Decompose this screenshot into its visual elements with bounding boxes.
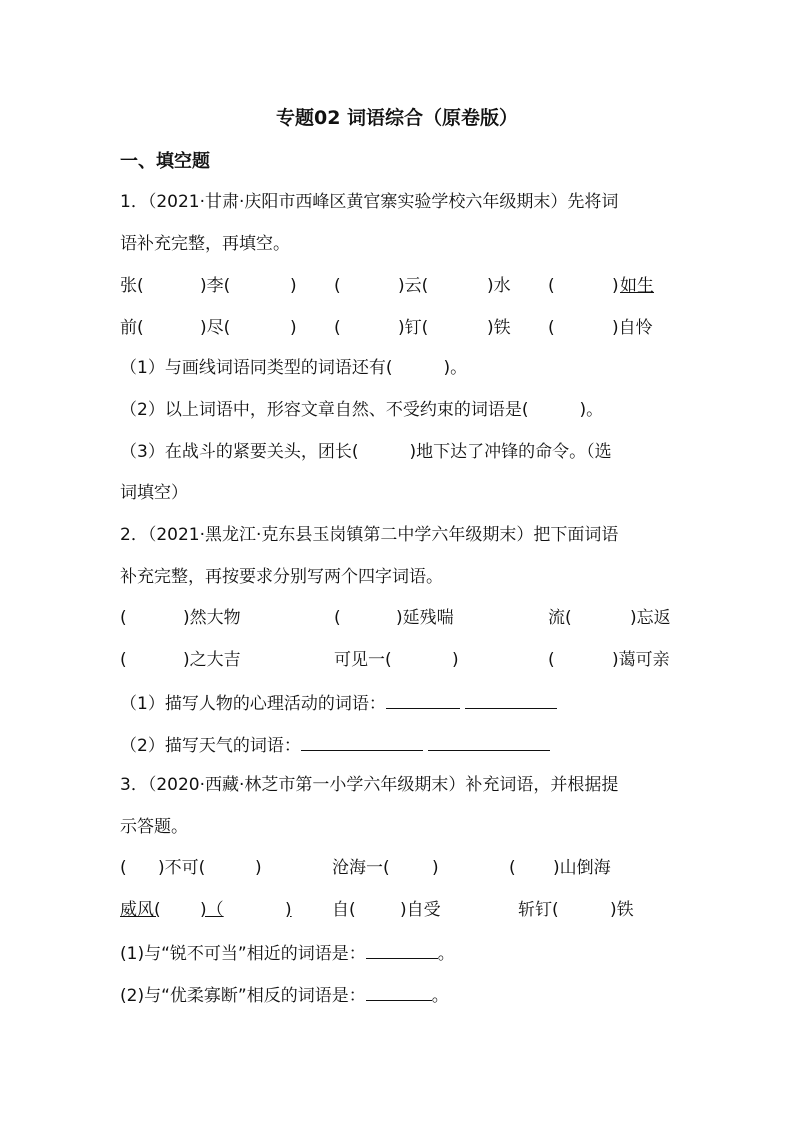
- q3-sub-2: [120, 982, 449, 1008]
- q1-r2-c6: (: [548, 318, 555, 338]
- answer-blank[interactable]: [386, 690, 460, 709]
- q2-r1-c2: (: [334, 608, 341, 628]
- q2-sub-1: [120, 690, 557, 716]
- q3-r1-c0: (: [120, 858, 127, 878]
- q1-r1-c0: 张(: [120, 276, 144, 296]
- q3-r1-c3: 沧海一(: [332, 858, 390, 878]
- q2-r1-c1: )然大物: [183, 608, 241, 628]
- question-1-line-1: 1．（2021·甘肃·庆阳市西峰区黄官寨实验学校六年级期末）先将词: [120, 192, 619, 212]
- q1-r1-c4: )云(: [398, 276, 429, 296]
- q1-r1-c7: ): [612, 276, 619, 296]
- q2-r2-c3: ): [452, 650, 459, 670]
- answer-blank[interactable]: [366, 940, 438, 959]
- q2-sub-1-text: （1）描写人物的心理活动的词语：: [120, 694, 386, 714]
- q3-sub-2-text: (2)与“优柔寡断”相反的词语是：: [120, 986, 366, 1006]
- q1-r1-c8-underlined: 如生: [620, 276, 654, 296]
- q1-r2-c0: 前(: [120, 318, 144, 338]
- q1-sub-1: （1）与画线词语同类型的词语还有( )。: [120, 358, 468, 378]
- answer-blank[interactable]: [465, 690, 557, 709]
- section-heading: 一、填空题: [120, 151, 210, 172]
- period: 。: [437, 944, 455, 964]
- q1-r2-c5: )铁: [487, 318, 511, 338]
- q2-r2-c0: (: [120, 650, 127, 670]
- answer-blank[interactable]: [366, 982, 432, 1001]
- q3-r2-c0-underlined: 威风(: [120, 900, 161, 920]
- answer-blank[interactable]: [301, 732, 423, 751]
- q3-r1-c5: (: [509, 858, 516, 878]
- q2-r1-c4: 流(: [548, 608, 572, 628]
- q3-r1-c1: )不可(: [158, 858, 206, 878]
- q3-r1-c6: )山倒海: [553, 858, 611, 878]
- q2-r2-c5: )蔼可亲: [612, 650, 670, 670]
- q1-r2-c1: )尽(: [200, 318, 231, 338]
- q3-sub-1-text: (1)与“锐不可当”相近的词语是：: [120, 944, 366, 964]
- q1-r2-c7: )自怜: [612, 318, 653, 338]
- answer-blank[interactable]: [428, 732, 550, 751]
- q1-r1-c1: )李(: [200, 276, 231, 296]
- period: 。: [431, 986, 449, 1006]
- page-title: 专题02 词语综合（原卷版）: [275, 107, 519, 129]
- q2-sub-2-text: （2）描写天气的词语：: [120, 736, 301, 756]
- question-2-line-2: 补充完整，再按要求分别写两个四字词语。: [120, 567, 443, 587]
- q1-r1-c6: (: [548, 276, 555, 296]
- q2-r2-c4: (: [548, 650, 555, 670]
- q1-r2-c3: (: [334, 318, 341, 338]
- question-2-line-1: 2．（2021·黑龙江·克东县玉岗镇第二中学六年级期末）把下面词语: [120, 525, 619, 545]
- q1-r1-c2: ): [290, 276, 297, 296]
- q1-sub-2: （2）以上词语中，形容文章自然、不受约束的词语是( )。: [120, 400, 604, 420]
- q3-r2-c4: )自受: [400, 900, 441, 920]
- q3-r2-c5: 斩钉(: [518, 900, 559, 920]
- q2-r2-c2: 可见一(: [334, 650, 392, 670]
- question-3-line-2: 示答题。: [120, 817, 188, 837]
- question-1-line-2: 语补充完整，再填空。: [120, 234, 290, 254]
- q2-r1-c0: (: [120, 608, 127, 628]
- q1-r2-c2: ): [290, 318, 297, 338]
- q1-sub-3-line-2: 词填空）: [120, 483, 188, 503]
- q2-sub-2: [120, 732, 550, 758]
- q2-r1-c5: )忘返: [630, 608, 671, 628]
- q2-r2-c1: )之大吉: [183, 650, 241, 670]
- q3-sub-1: [120, 940, 455, 966]
- q3-r1-c2: ): [255, 858, 262, 878]
- q3-r2-c6: )铁: [610, 900, 634, 920]
- q3-r2-c3: 自(: [332, 900, 356, 920]
- q3-r2-c2-underlined: ): [285, 900, 292, 920]
- q3-r1-c4: ): [432, 858, 439, 878]
- q1-r1-c5: )水: [487, 276, 511, 296]
- q1-r1-c3: (: [334, 276, 341, 296]
- question-3-line-1: 3．（2020·西藏·林芝市第一小学六年级期末）补充词语，并根据提: [120, 775, 619, 795]
- q2-r1-c3: )延残喘: [396, 608, 454, 628]
- q1-r2-c4: )钉(: [398, 318, 429, 338]
- q1-sub-3-line-1: （3）在战斗的紧要关头，团长( )地下达了冲锋的命令。（选: [120, 442, 612, 462]
- q3-r2-c1-underlined: )（: [200, 900, 224, 920]
